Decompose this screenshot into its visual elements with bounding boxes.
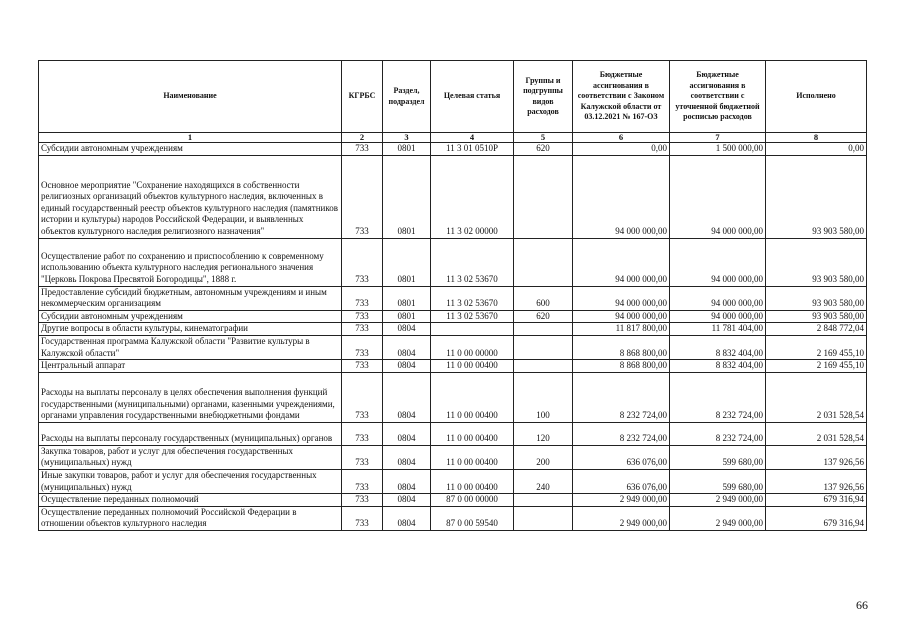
budget-law-cell: 8 868 800,00 xyxy=(573,360,670,373)
header-cell: Бюджетные ассигнования в соответствии с уточненной бюджетной росписью расходов xyxy=(670,61,766,133)
executed-cell: 93 903 580,00 xyxy=(766,155,867,238)
kgrbs-cell: 733 xyxy=(342,494,383,507)
table-row xyxy=(39,422,867,445)
razdel-cell: 0804 xyxy=(383,372,431,422)
table-row xyxy=(39,494,867,507)
target-article-cell: 87 0 00 59540 xyxy=(431,506,514,530)
header-cell: Исполнено xyxy=(766,61,867,133)
kgrbs-cell: 733 xyxy=(342,422,383,445)
budget-revised-cell: 8 232 724,00 xyxy=(670,372,766,422)
table-body xyxy=(39,143,867,531)
table-row xyxy=(39,143,867,156)
header-cell: Группы и подгруппы видов расходов xyxy=(514,61,573,133)
razdel-cell: 0804 xyxy=(383,445,431,469)
budget-revised-cell: 94 000 000,00 xyxy=(670,286,766,310)
expense-type-cell xyxy=(514,335,573,359)
kgrbs-cell: 733 xyxy=(342,323,383,336)
razdel-cell: 0801 xyxy=(383,238,431,286)
target-article-cell: 11 0 00 00400 xyxy=(431,469,514,493)
razdel-cell: 0804 xyxy=(383,506,431,530)
executed-cell: 2 031 528,54 xyxy=(766,422,867,445)
expense-type-cell xyxy=(514,360,573,373)
target-article-cell: 11 3 02 53670 xyxy=(431,238,514,286)
table-row xyxy=(39,238,867,286)
budget-revised-cell: 2 949 000,00 xyxy=(670,494,766,507)
budget-law-cell: 636 076,00 xyxy=(573,469,670,493)
executed-cell: 679 316,94 xyxy=(766,506,867,530)
razdel-cell: 0804 xyxy=(383,422,431,445)
kgrbs-cell: 733 xyxy=(342,238,383,286)
budget-revised-cell: 599 680,00 xyxy=(670,469,766,493)
budget-law-cell: 636 076,00 xyxy=(573,445,670,469)
target-article-cell: 11 0 00 00000 xyxy=(431,335,514,359)
kgrbs-cell: 733 xyxy=(342,143,383,156)
budget-law-cell: 94 000 000,00 xyxy=(573,310,670,323)
budget-law-cell: 0,00 xyxy=(573,143,670,156)
row-name: Субсидии автономным учреждениям xyxy=(39,143,342,156)
kgrbs-cell: 733 xyxy=(342,372,383,422)
target-article-cell: 11 0 00 00400 xyxy=(431,445,514,469)
razdel-cell: 0804 xyxy=(383,469,431,493)
kgrbs-cell: 733 xyxy=(342,335,383,359)
target-article-cell: 11 0 00 00400 xyxy=(431,372,514,422)
razdel-cell: 0801 xyxy=(383,143,431,156)
header-cell: КГРБС xyxy=(342,61,383,133)
target-article-cell: 11 0 00 00400 xyxy=(431,360,514,373)
row-name: Иные закупки товаров, работ и услуг для обеспечения государственных (муниципальных) нужд xyxy=(39,469,342,493)
target-article-cell: 11 0 00 00400 xyxy=(431,422,514,445)
column-number: 5 xyxy=(514,133,573,143)
expense-type-cell: 620 xyxy=(514,143,573,156)
row-name: Расходы на выплаты персоналу в целях обеспечения выполнения функций государственными (муниципальными) органами, казенными учреждениями, органами управления государственными внебюджетными фондами xyxy=(39,372,342,422)
expense-type-cell xyxy=(514,238,573,286)
table-row xyxy=(39,372,867,422)
budget-law-cell: 2 949 000,00 xyxy=(573,506,670,530)
razdel-cell: 0804 xyxy=(383,323,431,336)
row-name: Осуществление переданных полномочий xyxy=(39,494,342,507)
razdel-cell: 0801 xyxy=(383,286,431,310)
header-cell: Целевая статья xyxy=(431,61,514,133)
header-cell: Бюджетные ассигнования в соответствии с Законом Калужской области от 03.12.2021 № 167-ОЗ xyxy=(573,61,670,133)
column-number: 8 xyxy=(766,133,867,143)
razdel-cell: 0804 xyxy=(383,494,431,507)
expense-type-cell: 620 xyxy=(514,310,573,323)
executed-cell: 679 316,94 xyxy=(766,494,867,507)
table-row xyxy=(39,323,867,336)
header-cell: Раздел, подраздел xyxy=(383,61,431,133)
budget-table xyxy=(38,60,867,531)
razdel-cell: 0801 xyxy=(383,310,431,323)
expense-type-cell: 240 xyxy=(514,469,573,493)
column-number: 1 xyxy=(39,133,342,143)
expense-type-cell: 600 xyxy=(514,286,573,310)
table-row xyxy=(39,445,867,469)
row-name: Государственная программа Калужской области "Развитие культуры в Калужской области" xyxy=(39,335,342,359)
expense-type-cell xyxy=(514,323,573,336)
header-row xyxy=(39,61,867,133)
column-number: 7 xyxy=(670,133,766,143)
executed-cell: 137 926,56 xyxy=(766,469,867,493)
budget-revised-cell: 8 832 404,00 xyxy=(670,360,766,373)
row-name: Закупка товаров, работ и услуг для обеспечения государственных (муниципальных) нужд xyxy=(39,445,342,469)
budget-law-cell: 11 817 800,00 xyxy=(573,323,670,336)
kgrbs-cell: 733 xyxy=(342,286,383,310)
budget-revised-cell: 8 832 404,00 xyxy=(670,335,766,359)
executed-cell: 93 903 580,00 xyxy=(766,286,867,310)
row-name: Другие вопросы в области культуры, кинематографии xyxy=(39,323,342,336)
expense-type-cell: 120 xyxy=(514,422,573,445)
row-name: Предоставление субсидий бюджетным, автономным учреждениям и иным некоммерческим организациям xyxy=(39,286,342,310)
budget-law-cell: 2 949 000,00 xyxy=(573,494,670,507)
expense-type-cell xyxy=(514,506,573,530)
budget-revised-cell: 11 781 404,00 xyxy=(670,323,766,336)
kgrbs-cell: 733 xyxy=(342,506,383,530)
kgrbs-cell: 733 xyxy=(342,360,383,373)
row-name: Расходы на выплаты персоналу государственных (муниципальных) органов xyxy=(39,422,342,445)
row-name: Центральный аппарат xyxy=(39,360,342,373)
table-row xyxy=(39,506,867,530)
budget-revised-cell: 8 232 724,00 xyxy=(670,422,766,445)
target-article-cell xyxy=(431,323,514,336)
budget-revised-cell: 1 500 000,00 xyxy=(670,143,766,156)
budget-revised-cell: 94 000 000,00 xyxy=(670,310,766,323)
column-number: 6 xyxy=(573,133,670,143)
table-row xyxy=(39,310,867,323)
executed-cell: 2 848 772,04 xyxy=(766,323,867,336)
table-row xyxy=(39,335,867,359)
header-cell: Наименование xyxy=(39,61,342,133)
executed-cell: 137 926,56 xyxy=(766,445,867,469)
column-number-row xyxy=(39,133,867,143)
target-article-cell: 11 3 01 0510Р xyxy=(431,143,514,156)
executed-cell: 2 031 528,54 xyxy=(766,372,867,422)
budget-law-cell: 94 000 000,00 xyxy=(573,238,670,286)
expense-type-cell: 200 xyxy=(514,445,573,469)
row-name: Осуществление переданных полномочий Российской Федерации в отношении объектов культурного наследия xyxy=(39,506,342,530)
executed-cell: 2 169 455,10 xyxy=(766,360,867,373)
row-name: Основное мероприятие "Сохранение находящихся в собственности религиозных организаций объектов культурного наследия, включенных в единый государственный реестр объектов культурного наследия (памятников истории и культуры) народов Российской Федерации, и выявленных объектов культурного наследия религиозного назначения" xyxy=(39,155,342,238)
table-row xyxy=(39,469,867,493)
kgrbs-cell: 733 xyxy=(342,469,383,493)
column-number: 4 xyxy=(431,133,514,143)
row-name: Осуществление работ по сохранению и приспособлению к современному использованию объекта культурного наследия регионального значения "Церковь Покрова Пресвятой Богородицы", 1888 г. xyxy=(39,238,342,286)
target-article-cell: 87 0 00 00000 xyxy=(431,494,514,507)
target-article-cell: 11 3 02 00000 xyxy=(431,155,514,238)
expense-type-cell xyxy=(514,155,573,238)
column-number: 3 xyxy=(383,133,431,143)
column-number: 2 xyxy=(342,133,383,143)
budget-law-cell: 94 000 000,00 xyxy=(573,155,670,238)
target-article-cell: 11 3 02 53670 xyxy=(431,286,514,310)
target-article-cell: 11 3 02 53670 xyxy=(431,310,514,323)
expense-type-cell: 100 xyxy=(514,372,573,422)
budget-revised-cell: 2 949 000,00 xyxy=(670,506,766,530)
kgrbs-cell: 733 xyxy=(342,445,383,469)
kgrbs-cell: 733 xyxy=(342,155,383,238)
budget-law-cell: 8 232 724,00 xyxy=(573,422,670,445)
table-row xyxy=(39,360,867,373)
razdel-cell: 0801 xyxy=(383,155,431,238)
executed-cell: 93 903 580,00 xyxy=(766,238,867,286)
budget-law-cell: 8 232 724,00 xyxy=(573,372,670,422)
table-row xyxy=(39,286,867,310)
kgrbs-cell: 733 xyxy=(342,310,383,323)
executed-cell: 93 903 580,00 xyxy=(766,310,867,323)
executed-cell: 0,00 xyxy=(766,143,867,156)
razdel-cell: 0804 xyxy=(383,360,431,373)
executed-cell: 2 169 455,10 xyxy=(766,335,867,359)
page-number: 66 xyxy=(856,598,868,612)
row-name: Субсидии автономным учреждениям xyxy=(39,310,342,323)
budget-law-cell: 94 000 000,00 xyxy=(573,286,670,310)
budget-law-cell: 8 868 800,00 xyxy=(573,335,670,359)
budget-revised-cell: 599 680,00 xyxy=(670,445,766,469)
table-row xyxy=(39,155,867,238)
budget-revised-cell: 94 000 000,00 xyxy=(670,155,766,238)
expense-type-cell xyxy=(514,494,573,507)
razdel-cell: 0804 xyxy=(383,335,431,359)
budget-revised-cell: 94 000 000,00 xyxy=(670,238,766,286)
